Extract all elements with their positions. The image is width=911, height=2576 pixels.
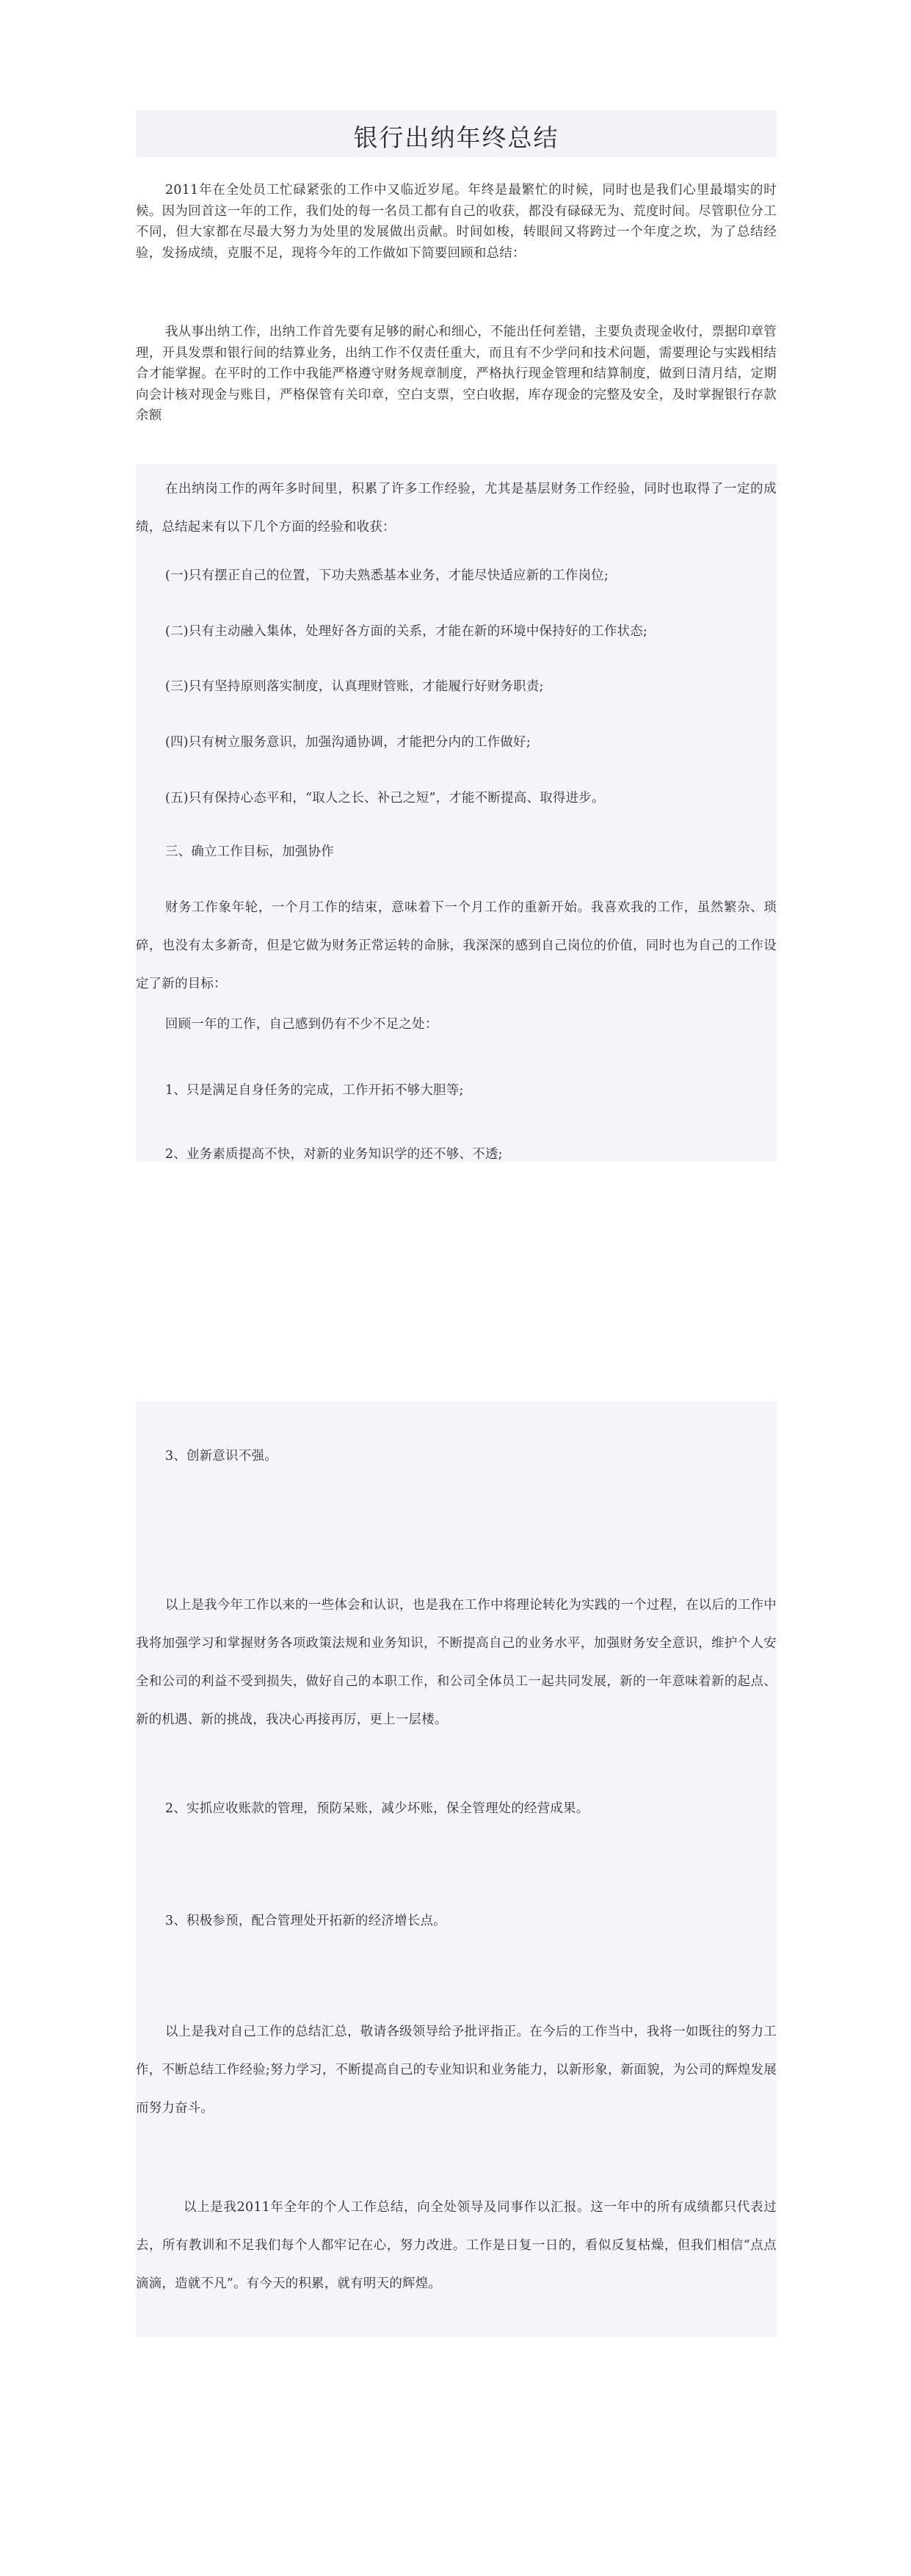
duty-paragraph: 我从事出纳工作，出纳工作首先要有足够的耐心和细心，不能出任何差错，主要负责现金收付，票据印章管理，开具发票和银行间的结算业务，出纳工作不仅责任重大，而且有不少学问和技术问题，需要理论与实践相结合才能掌握。在平时的工作中我能严格遵守财务规章制度，严格执行现金管理和结算制度，做到日清月结，定期向会计核对现金与账目，严格保管有关印章，空白支票，空白收据，库存现金的完整及安全，及时掌握银行存款余额 xyxy=(136,325,777,423)
final-paragraph: 以上是我2011年全年的个人工作总结，向全处领导及同事作以汇报。这一年中的所有成绩都只代表过去，所有教训和不足我们每个人都牢记在心，努力改进。工作是日复一日的，看似反复枯燥，但我们相信“点点滴滴，造就不凡”。有今天的积累，就有明天的辉煌。 xyxy=(136,2200,777,2291)
summary-paragraph: 以上是我今年工作以来的一些体会和认识，也是我在工作中将理论转化为实践的一个过程，在以后的工作中我将加强学习和掌握财务各项政策法规和业务知识，不断提高自己的业务水平，加强财务安全意识，维护个人安全和公司的利益不受到损失，做好自己的本职工作，和公司全体员工一起共同发展，新的一年意味着新的起点、新的机遇、新的挑战，我决心再接再厉，更上一层楼。 xyxy=(136,1598,777,1727)
experience-paragraph: 在出纳岗工作的两年多时间里，积累了许多工作经验，尤其是基层财务工作经验，同时也取得了一定的成绩，总结起来有以下几个方面的经验和收获： xyxy=(136,482,777,535)
shortcoming-item: 2、业务素质提高不快，对新的业务知识学的还不够、不透; xyxy=(165,1147,503,1162)
title-bar xyxy=(136,110,777,157)
intro-paragraph: 2011年在全处员工忙碌紧张的工作中又临近岁尾。年终是最繁忙的时候，同时也是我们心里最塌实的时候。因为回首这一年的工作，我们处的每一名员工都有自己的收获，都没有碌碌无为、荒度时间。尽管职位分工不同，但大家都在尽最大努力为处里的发展做出贡献。时间如梭，转眼间又将跨过一个年度之坎，为了总结经验，发扬成绩，克服不足，现将今年的工作做如下简要回顾和总结： xyxy=(136,183,777,261)
goal-item: 3、积极参预，配合管理处开拓新的经济增长点。 xyxy=(165,1914,446,1928)
shortcoming-item: 3、创新意识不强。 xyxy=(165,1449,277,1464)
list-item: (四)只有树立服务意识，加强沟通协调，才能把分内的工作做好; xyxy=(165,735,531,750)
list-item: (一)只有摆正自己的位置，下功夫熟悉基本业务，才能尽快适应新的工作岗位; xyxy=(165,568,609,583)
goal-item: 2、实抓应收账款的管理，预防呆账，减少坏账，保全管理处的经营成果。 xyxy=(165,1801,589,1816)
shortcoming-item: 1、只是满足自身任务的完成，工作开拓不够大胆等; xyxy=(165,1083,464,1098)
closing-paragraph: 以上是我对自己工作的总结汇总，敬请各级领导给予批评指正。在今后的工作当中，我将一如既往的努力工作，不断总结工作经验;努力学习，不断提高自己的专业知识和业务能力，以新形象，新面貌，为公司的辉煌发展而努力奋斗。 xyxy=(136,2025,777,2116)
list-item: (三)只有坚持原则落实制度，认真理财管账，才能履行好财务职责; xyxy=(165,679,544,694)
goals-paragraph: 财务工作象年轮，一个月工作的结束，意味着下一个月工作的重新开始。我喜欢我的工作，虽然繁杂、琐碎，也没有太多新奇，但是它做为财务正常运转的命脉，我深深的感到自己岗位的价值，同时也为自己的工作设定了新的目标： xyxy=(136,900,777,991)
page-title: 银行出纳年终总结 xyxy=(353,123,559,152)
list-item: (二)只有主动融入集体，处理好各方面的关系，才能在新的环境中保持好的工作状态; xyxy=(165,624,648,639)
section-heading: 三、确立工作目标，加强协作 xyxy=(165,844,334,859)
list-item: (五)只有保持心态平和，“取人之长、补己之短”，才能不断提高、取得进步。 xyxy=(165,791,605,806)
review-text: 回顾一年的工作，自己感到仍有不少不足之处： xyxy=(165,1017,438,1032)
